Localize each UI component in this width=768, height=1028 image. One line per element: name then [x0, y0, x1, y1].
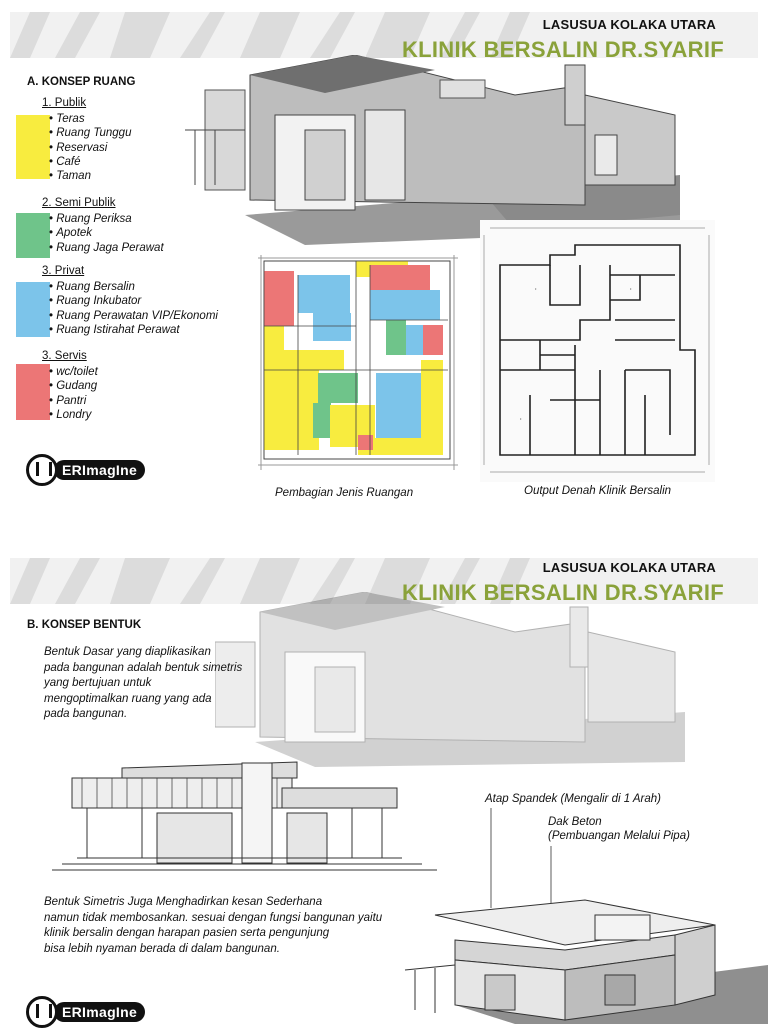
category-label-service: 3. Servis [42, 350, 87, 362]
room-list-semi-public [49, 212, 164, 255]
text-line: pada bangunan. [44, 708, 128, 721]
category-label-private: 3. Privat [42, 265, 85, 277]
label-slab: Dak Beton [548, 816, 602, 828]
page-title: KLINIK BERSALIN DR.SYARIF [401, 37, 724, 62]
brand-logo [26, 996, 145, 1028]
list-item: • Gudang [49, 379, 98, 393]
section-heading-space: A. KONSEP RUANG [27, 76, 136, 88]
list-item: • Londry [49, 408, 98, 422]
aerial-perspective-sketch [395, 895, 768, 1024]
list-item: • Apotek [49, 226, 164, 240]
color-swatch-semi-public [16, 213, 50, 258]
color-swatch-service [16, 364, 50, 420]
label-slab-detail: (Pembuangan Melalui Pipa) [548, 830, 690, 842]
text-line: Bentuk Dasar yang diaplikasikan [44, 646, 211, 658]
location-subtitle: LASUSUA KOLAKA UTARA [542, 17, 716, 32]
room-list-service [49, 365, 98, 422]
caption-floor-plan: Output Denah Klinik Bersalin [524, 485, 672, 497]
logo-mark-icon [26, 454, 58, 486]
label-roof: Atap Spandek (Mengalir di 1 Arah) [485, 793, 662, 805]
category-label-public: 1. Publik [42, 97, 87, 109]
list-item: • Pantri [49, 394, 98, 408]
list-item: • Teras [49, 112, 131, 126]
text-line: bisa lebih nyaman berada di dalam bangunan. [44, 942, 280, 955]
caption-zoning: Pembagian Jenis Ruangan [275, 487, 414, 499]
list-item: • Ruang Istirahat Perawat [49, 323, 218, 337]
text-line: pada bangunan adalah bentuk simetris [44, 661, 243, 674]
building-perspective-render [185, 55, 680, 245]
paragraph-symmetry [44, 895, 382, 957]
logo-mark-icon [26, 996, 58, 1028]
list-item: • Ruang Bersalin [49, 280, 218, 294]
svg-text:•: • [630, 286, 632, 291]
text-line: yang bertujuan untuk [44, 677, 152, 690]
text-line: mengoptimalkan ruang yang ada [44, 692, 212, 705]
room-list-private [49, 280, 218, 337]
front-elevation-sketch [52, 758, 437, 878]
list-item: • Café [49, 155, 131, 169]
list-item: • Ruang Inkubator [49, 294, 218, 308]
svg-text:•: • [535, 286, 537, 291]
text-line: namun tidak membosankan. sesuai dengan fungsi bangunan yaitu [44, 911, 383, 924]
section-heading-form: B. KONSEP BENTUK [27, 619, 142, 631]
list-item: • Ruang Periksa [49, 212, 164, 226]
category-label-semi-public: 2. Semi Publik [42, 197, 116, 209]
text-line: klinik bersalin dengan harapan pasien serta pengunjung [44, 927, 330, 940]
brand-logo [26, 454, 145, 486]
list-item: • Reservasi [49, 141, 131, 155]
room-list-public [49, 112, 131, 183]
paragraph-basic-form [44, 645, 242, 723]
location-subtitle: LASUSUA KOLAKA UTARA [542, 560, 716, 575]
list-item: • wc/toilet [49, 365, 98, 379]
svg-text:•: • [520, 416, 522, 421]
list-item: • Ruang Tunggu [49, 126, 131, 140]
text-line: Bentuk Simetris Juga Menghadirkan kesan Sederhana [44, 896, 323, 908]
zoning-plan-diagram [258, 255, 458, 470]
logo-text: ERImagIne [54, 1002, 145, 1022]
color-swatch-public [16, 115, 50, 179]
list-item: • Ruang Perawatan VIP/Ekonomi [49, 309, 218, 323]
list-item: • Ruang Jaga Perawat [49, 241, 164, 255]
list-item: • Taman [49, 169, 131, 183]
page-title: KLINIK BERSALIN DR.SYARIF [401, 580, 724, 605]
floor-plan-drawing [480, 220, 715, 482]
logo-text: ERImagIne [54, 460, 145, 480]
building-faded-render [215, 592, 685, 767]
color-swatch-private [16, 282, 50, 337]
